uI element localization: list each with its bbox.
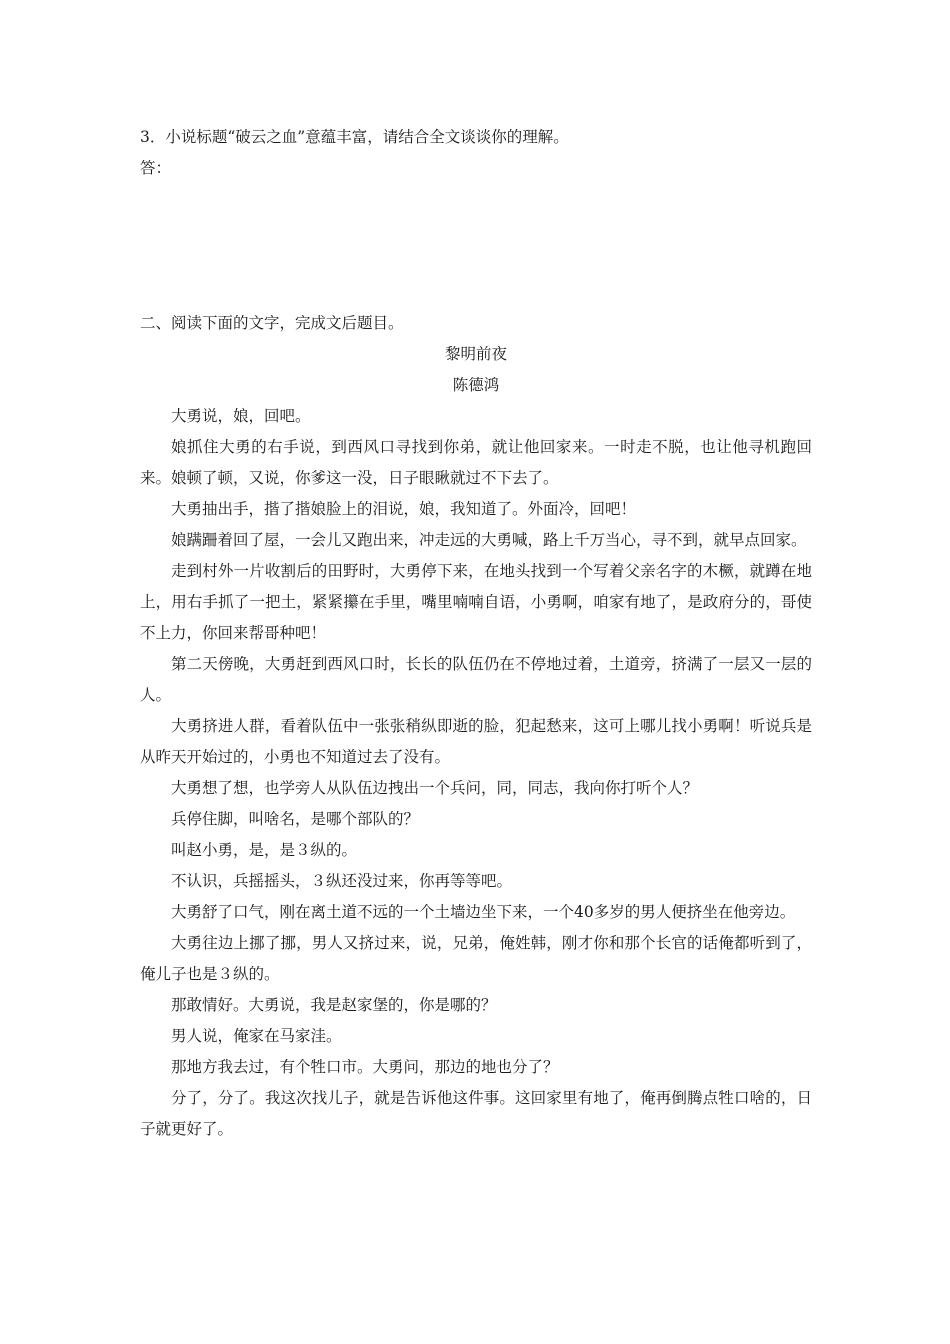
paragraph: 兵停住脚，叫啥名，是哪个部队的？ <box>171 810 420 828</box>
document-body <box>140 122 812 1145</box>
section-heading: 二、阅读下面的文字，完成文后题目。 <box>140 314 404 332</box>
paragraph: 那地方我去过，有个牲口市。大勇问，那边的地也分了？ <box>171 1058 559 1076</box>
story-author: 陈德鸿 <box>452 376 500 394</box>
story-title: 黎明前夜 <box>444 345 507 363</box>
paragraph: 男人说，俺家在马家洼。 <box>171 1027 342 1045</box>
paragraph: 娘蹒跚着回了屋，一会儿又跑出来，冲走远的大勇喊，路上千万当心，寻不到，就早点回家。 <box>171 531 807 549</box>
paragraph: 不认识，兵摇摇头，３纵还没过来，你再等等吧。 <box>171 872 513 890</box>
paragraph: 大勇抽出手，揩了揩娘脸上的泪说，娘，我知道了。外面冷，回吧！ <box>171 500 637 518</box>
paragraph: 大勇舒了口气，刚在离土道不远的一个土墙边坐下来，一个40多岁的男人便挤坐在他旁边。 <box>171 903 796 921</box>
paragraph: 大勇挤进人群，看着队伍中一张张稍纵即逝的脸，犯起愁来，这可上哪儿找小勇啊！听说兵是从昨天开始过的，小勇也不知道过去了没有。 <box>140 717 812 766</box>
answer-label: 答： <box>140 159 172 177</box>
paragraph: 大勇往边上挪了挪，男人又挤过来，说，兄弟，俺姓韩，刚才你和那个长官的话俺都听到了，俺儿子也是３纵的。 <box>140 934 812 983</box>
paragraph: 那敢情好。大勇说，我是赵家堡的，你是哪的？ <box>171 996 497 1014</box>
paragraph: 娘抓住大勇的右手说，到西风口寻找到你弟，就让他回家来。一时走不脱，也让他寻机跑回来。娘顿了顿，又说，你爹这一没，日子眼瞅就过不下去了。 <box>140 438 812 487</box>
paragraph: 第二天傍晚，大勇赶到西风口时，长长的队伍仍在不停地过着，土道旁，挤满了一层又一层的人。 <box>140 655 812 704</box>
paragraph: 走到村外一片收割后的田野时，大勇停下来，在地头找到一个写着父亲名字的木橛，就蹲在地上，用右手抓了一把土，紧紧攥在手里，嘴里喃喃自语，小勇啊，咱家有地了，是政府分的，哥使不上力，你回来帮哥种吧！ <box>140 562 812 642</box>
paragraph: 分了，分了。我这次找儿子，就是告诉他这件事。这回家里有地了，俺再倒腾点牲口啥的，日子就更好了。 <box>140 1089 812 1138</box>
paragraph: 叫赵小勇，是，是３纵的。 <box>171 841 358 859</box>
answer-space <box>140 184 812 308</box>
paragraph: 大勇想了想，也学旁人从队伍边拽出一个兵问，同，同志，我向你打听个人？ <box>171 779 699 797</box>
paragraph: 大勇说，娘，回吧。 <box>171 407 311 425</box>
question-3: 3．小说标题“破云之血”意蕴丰富，请结合全文谈谈你的理解。 <box>140 128 569 146</box>
